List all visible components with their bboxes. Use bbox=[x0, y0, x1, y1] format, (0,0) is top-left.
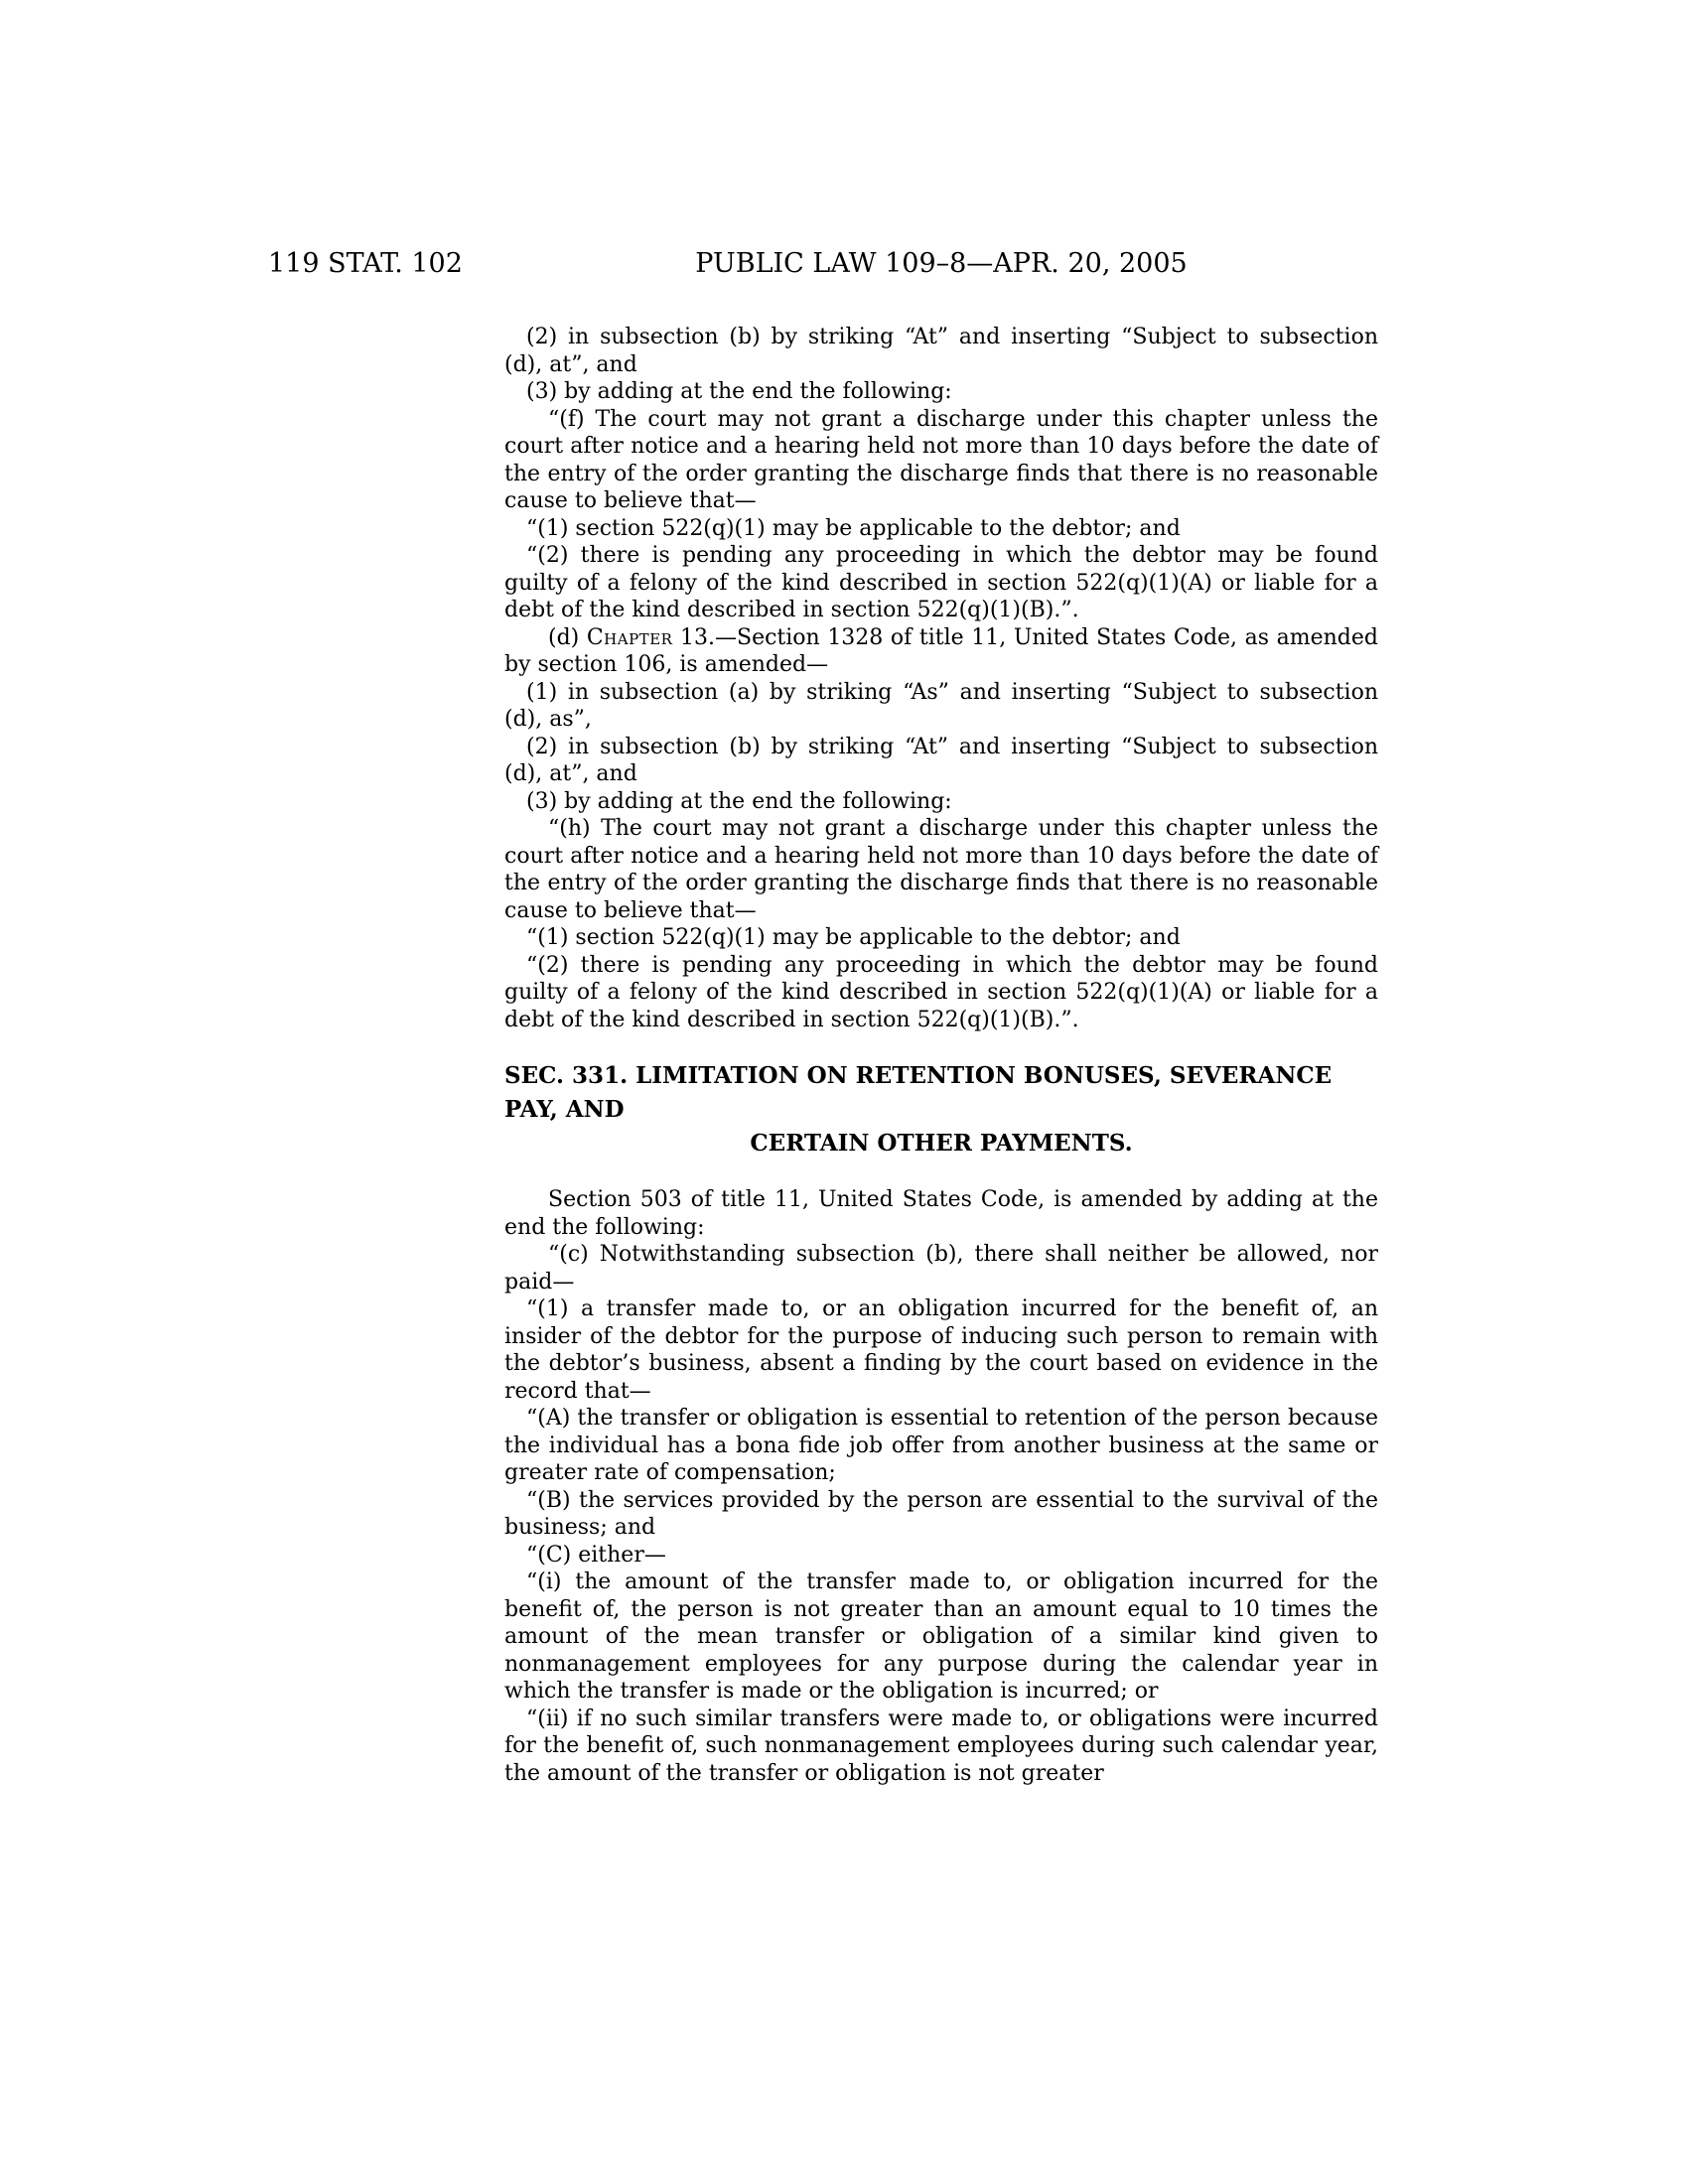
statute-paragraph: (3) by adding at the end the following: bbox=[526, 788, 952, 814]
statute-paragraph: “(B) the services provided by the person are essential to the survival of the business; and bbox=[504, 1487, 1378, 1540]
statute-paragraph: “(2) there is pending any proceeding in which the debtor may be found guilty of a felony of the kind described in section 522(q)(1)(A) or liable for a debt of the kind described in section 522(q)(1)(B).”. bbox=[504, 952, 1378, 1032]
statute-paragraph: “(c) Notwithstanding subsection (b), there shall neither be allowed, nor paid— bbox=[504, 1242, 1378, 1295]
statute-paragraph: “(C) either— bbox=[526, 1542, 666, 1568]
statute-paragraph: “(1) section 522(q)(1) may be applicable to the debtor; and bbox=[526, 925, 1181, 950]
paragraph-prefix: (d) bbox=[548, 624, 587, 650]
statute-paragraph: “(1) section 522(q)(1) may be applicable to the debtor; and bbox=[526, 515, 1181, 541]
statute-paragraph: “(i) the amount of the transfer made to, or obligation incurred for the benefit of, the person is not greater than an amount equal to 10 times the amount of the mean transfer or obligation of a similar kind given to nonmanagement employees for any purpose during the calendar year in which the transfer is made or the obligation is incurred; or bbox=[504, 1570, 1378, 1704]
statute-paragraph: “(f) The court may not grant a discharge under this chapter unless the court after notice and a hearing held not more than 10 days before the date of the entry of the order granting the discharge finds that there is no reasonable cause to believe that— bbox=[504, 406, 1378, 513]
statute-paragraph bbox=[504, 624, 1378, 679]
statute-paragraph: (1) in subsection (a) by striking “As” and inserting “Subject to subsection (d), as”, bbox=[504, 679, 1378, 732]
statute-paragraph: “(A) the transfer or obligation is essential to retention of the person because the individual has a bona fide job offer from another business at the same or greater rate of compensation; bbox=[504, 1406, 1378, 1485]
small-caps-word: Chapter bbox=[586, 624, 673, 650]
section-heading bbox=[504, 1059, 1378, 1160]
paragraph-rest: 13.—Section 1328 of title 11, United States Code, as amended by section 106, is amended— bbox=[504, 624, 1378, 677]
statute-paragraph: “(ii) if no such similar transfers were made to, or obligations were incurred for the benefit of, such nonmanagement employees during such calendar year, the amount of the transfer or obligation is not greater bbox=[504, 1706, 1378, 1786]
statute-paragraph: Section 503 of title 11, United States Code, is amended by adding at the end the following: bbox=[504, 1187, 1378, 1240]
running-head-law-title: PUBLIC LAW 109–8—APR. 20, 2005 bbox=[695, 248, 1188, 279]
statute-paragraph: “(h) The court may not grant a discharge under this chapter unless the court after notice and a hearing held not more than 10 days before the date of the entry of the order granting the discharge finds that there is no reasonable cause to believe that— bbox=[504, 816, 1378, 923]
statute-paragraph: “(2) there is pending any proceeding in which the debtor may be found guilty of a felony of the kind described in section 522(q)(1)(A) or liable for a debt of the kind described in section 522(q)(1)(B).”. bbox=[504, 543, 1378, 622]
statute-paragraph: “(1) a transfer made to, or an obligation incurred for the benefit of, an insider of the debtor for the purpose of inducing such person to remain with the debtor’s business, absent a finding by the court based on evidence in the record that— bbox=[504, 1297, 1378, 1404]
statute-paragraph: (3) by adding at the end the following: bbox=[526, 379, 952, 404]
section-heading-line1: SEC. 331. LIMITATION ON RETENTION BONUSES, SEVERANCE PAY, AND bbox=[504, 1062, 1333, 1123]
section-heading-line2: CERTAIN OTHER PAYMENTS. bbox=[750, 1130, 1133, 1157]
running-head-stat-page-number: 119 STAT. 102 bbox=[268, 248, 463, 279]
statute-body bbox=[504, 324, 1378, 1787]
statute-paragraph: (2) in subsection (b) by striking “At” and inserting “Subject to subsection (d), at”, and bbox=[504, 325, 1378, 377]
statute-paragraph: (2) in subsection (b) by striking “At” and inserting “Subject to subsection (d), at”, and bbox=[504, 734, 1378, 786]
